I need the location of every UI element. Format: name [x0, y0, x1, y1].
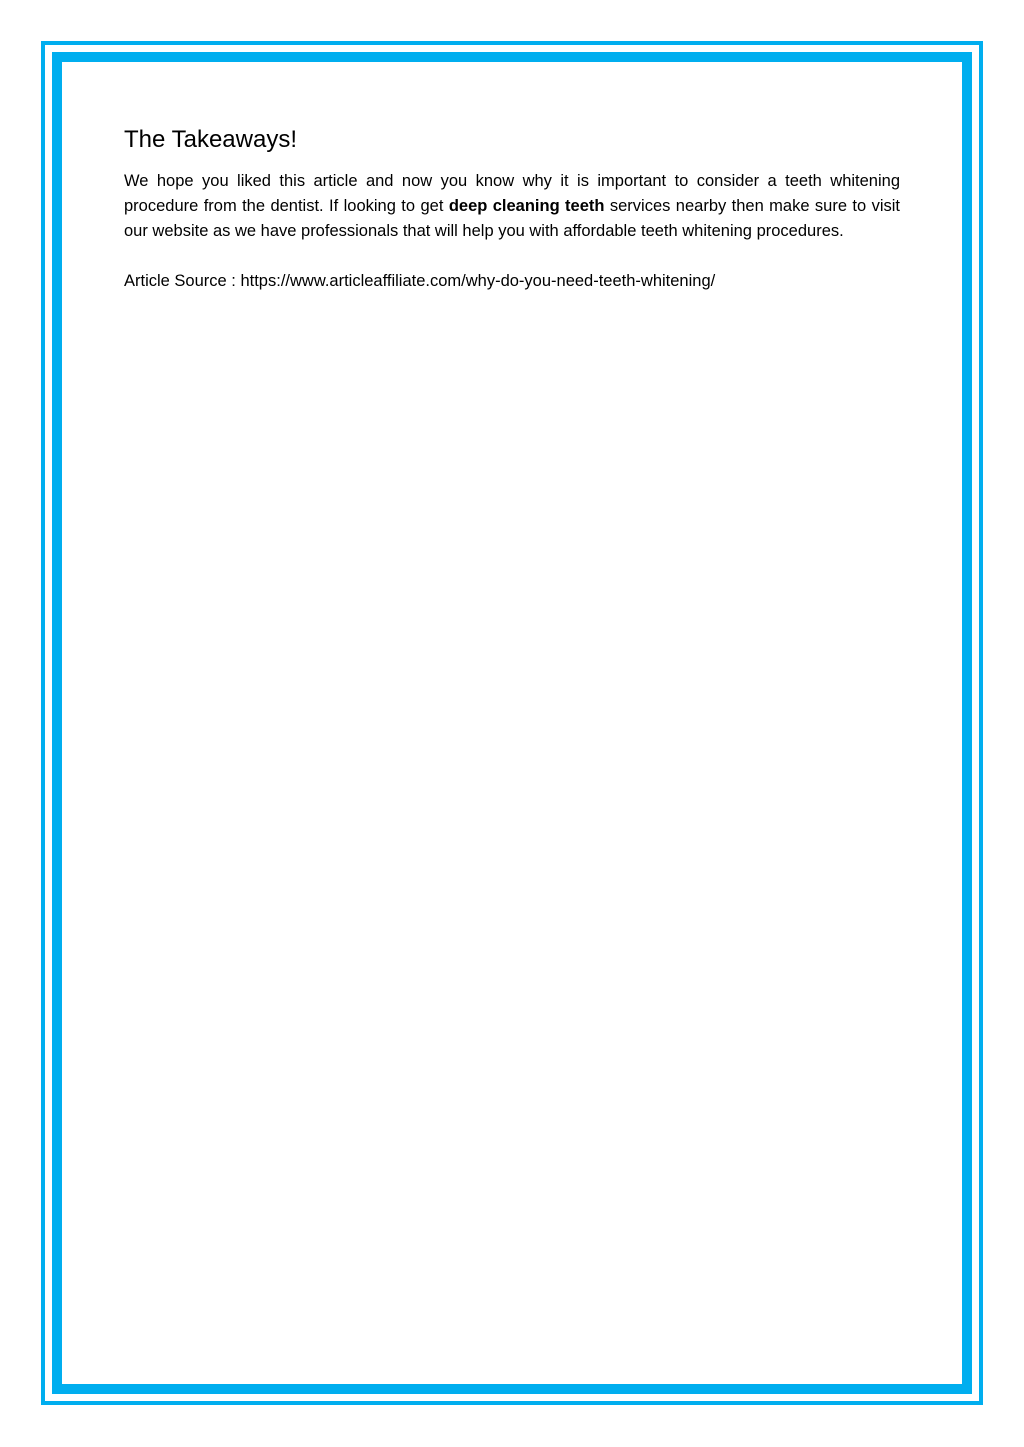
- section-heading: The Takeaways!: [124, 126, 297, 153]
- takeaways-paragraph: [124, 169, 900, 244]
- paragraph-text-end: services nearby then make sure to visit our website as we have professionals that will help you with affordable teeth whitening procedures.: [124, 197, 900, 240]
- paragraph-text-start: We hope you liked this article and now you know why it is important to consider a teeth whitening procedure from the dentist. If looking to get: [124, 172, 900, 215]
- article-content: [124, 124, 900, 294]
- keyword-deep-cleaning-teeth: deep cleaning teeth: [448, 197, 605, 215]
- article-source: Article Source : https://www.articleaffiliate.com/why-do-you-need-teeth-whitening/: [124, 272, 716, 290]
